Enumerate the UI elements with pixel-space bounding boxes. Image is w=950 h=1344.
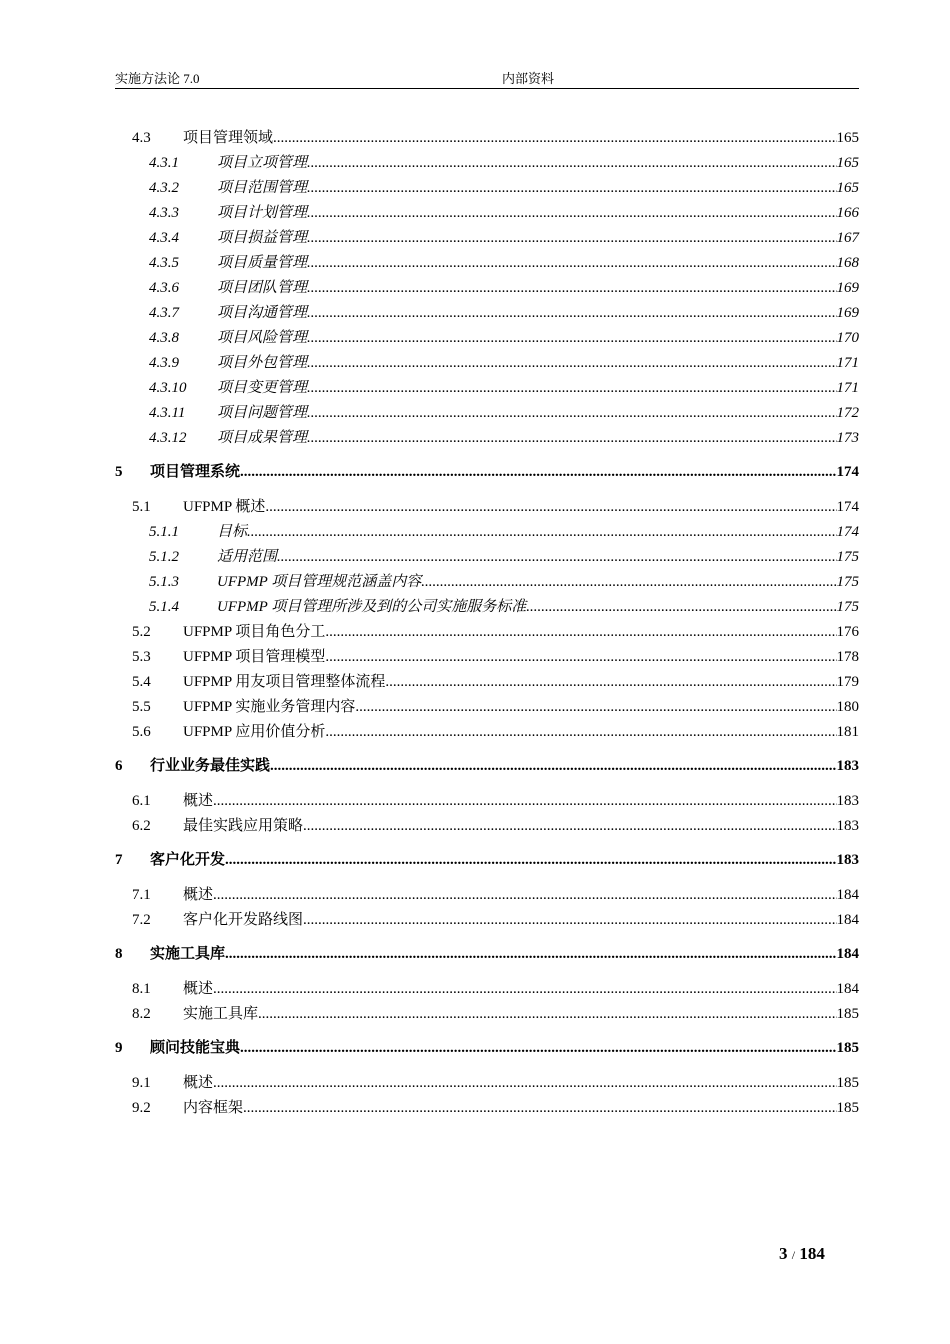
toc-entry[interactable] <box>0 885 950 905</box>
toc-entry-title: 项目风险管理 <box>217 330 308 346</box>
toc-entry[interactable] <box>0 353 950 373</box>
toc-entry-page: 184 <box>836 912 859 928</box>
toc-dot-leader <box>307 403 836 423</box>
toc-entry[interactable] <box>0 462 950 482</box>
toc-entry-number: 5.1.1 <box>149 524 179 540</box>
toc-entry[interactable] <box>0 497 950 517</box>
toc-dot-leader <box>213 979 836 999</box>
toc-dot-leader <box>247 522 836 542</box>
toc-dot-leader <box>265 497 836 517</box>
toc-entry-number: 8.2 <box>132 1006 151 1022</box>
toc-entry-number: 4.3.6 <box>149 280 179 296</box>
toc-entry-title: 项目变更管理 <box>217 380 308 396</box>
toc-entry-title: 客户化开发路线图 <box>183 912 304 928</box>
toc-entry[interactable] <box>0 547 950 567</box>
toc-entry-page: 175 <box>836 574 859 590</box>
toc-entry[interactable] <box>0 672 950 692</box>
header-classification: 内部资料 <box>502 71 555 86</box>
toc-entry-number: 9 <box>115 1040 123 1056</box>
toc-entry-page: 184 <box>836 946 859 962</box>
toc-entry-page: 167 <box>836 230 859 246</box>
toc-entry-page: 181 <box>836 724 859 740</box>
toc-dot-leader <box>526 597 836 617</box>
toc-dot-leader <box>307 328 836 348</box>
toc-dot-leader <box>385 672 836 692</box>
toc-dot-leader <box>240 1038 836 1058</box>
toc-dot-leader <box>307 353 836 373</box>
toc-entry-number: 5.1.2 <box>149 549 179 565</box>
toc-entry-number: 6 <box>115 758 123 774</box>
toc-dot-leader <box>213 1073 836 1093</box>
toc-entry-number: 8 <box>115 946 123 962</box>
toc-entry-number: 5.1.4 <box>149 599 179 615</box>
toc-entry-number: 4.3.8 <box>149 330 179 346</box>
toc-entry[interactable] <box>0 428 950 448</box>
toc-entry-number: 5 <box>115 464 123 480</box>
toc-entry-title: 项目质量管理 <box>217 255 308 271</box>
toc-entry-page: 178 <box>836 649 859 665</box>
toc-dot-leader <box>303 816 836 836</box>
toc-entry[interactable] <box>0 253 950 273</box>
toc-entry-number: 4.3.2 <box>149 180 179 196</box>
toc-entry[interactable] <box>0 572 950 592</box>
toc-entry-page: 173 <box>836 430 859 446</box>
toc-entry[interactable] <box>0 647 950 667</box>
page-number-separator: / <box>791 1248 796 1262</box>
toc-entry[interactable] <box>0 791 950 811</box>
toc-dot-leader <box>225 850 836 870</box>
toc-entry[interactable] <box>0 303 950 323</box>
toc-entry[interactable] <box>0 722 950 742</box>
toc-entry-page: 179 <box>836 674 859 690</box>
toc-entry[interactable] <box>0 622 950 642</box>
toc-entry[interactable] <box>0 816 950 836</box>
toc-dot-leader <box>307 303 836 323</box>
toc-entry-number: 9.2 <box>132 1100 151 1116</box>
toc-dot-leader <box>213 885 836 905</box>
toc-entry[interactable] <box>0 1098 950 1118</box>
toc-entry-number: 5.4 <box>132 674 151 690</box>
toc-entry-title: 项目沟通管理 <box>217 305 308 321</box>
toc-entry[interactable] <box>0 944 950 964</box>
toc-entry-title: 行业业务最佳实践 <box>150 758 271 774</box>
toc-dot-leader <box>307 278 836 298</box>
toc-entry-page: 184 <box>836 887 859 903</box>
toc-entry[interactable] <box>0 128 950 148</box>
toc-entry-number: 5.1 <box>132 499 151 515</box>
toc-entry-number: 4.3 <box>132 130 151 146</box>
toc-entry-page: 174 <box>836 524 859 540</box>
toc-entry-page: 185 <box>836 1040 859 1056</box>
toc-dot-leader <box>303 910 836 930</box>
toc-dot-leader <box>243 1098 836 1118</box>
toc-entry-title: 实施工具库 <box>183 1006 259 1022</box>
toc-dot-leader <box>307 228 836 248</box>
toc-entry-page: 165 <box>836 130 859 146</box>
toc-entry[interactable] <box>0 228 950 248</box>
toc-dot-leader <box>258 1004 836 1024</box>
toc-entry-title: 项目损益管理 <box>217 230 308 246</box>
toc-entry-page: 180 <box>836 699 859 715</box>
toc-entry[interactable] <box>0 1073 950 1093</box>
toc-entry-title: 项目成果管理 <box>217 430 308 446</box>
toc-entry-page: 183 <box>836 818 859 834</box>
toc-dot-leader <box>307 178 836 198</box>
toc-entry-page: 185 <box>836 1006 859 1022</box>
toc-entry-number: 5.2 <box>132 624 151 640</box>
toc-entry[interactable] <box>0 979 950 999</box>
toc-entry-number: 5.1.3 <box>149 574 179 590</box>
toc-entry-page: 183 <box>836 852 859 868</box>
toc-entry-number: 4.3.7 <box>149 305 179 321</box>
toc-dot-leader <box>270 756 836 776</box>
page-header <box>115 68 859 89</box>
toc-entry-page: 170 <box>836 330 859 346</box>
toc-entry-page: 166 <box>836 205 859 221</box>
toc-dot-leader <box>307 153 836 173</box>
toc-entry-title: UFPMP 项目管理模型 <box>183 649 326 665</box>
toc-entry-number: 8.1 <box>132 981 151 997</box>
toc-entry-number: 4.3.1 <box>149 155 179 171</box>
toc-entry-title: 概述 <box>183 793 214 809</box>
toc-entry-number: 6.2 <box>132 818 151 834</box>
toc-entry-title: 顾问技能宝典 <box>150 1040 241 1056</box>
toc-entry-title: UFPMP 应用价值分析 <box>183 724 326 740</box>
toc-entry-page: 165 <box>836 180 859 196</box>
toc-entry[interactable] <box>0 203 950 223</box>
header-doc-title: 实施方法论 7.0 <box>115 71 200 86</box>
toc-dot-leader <box>240 462 836 482</box>
toc-entry[interactable] <box>0 403 950 423</box>
toc-entry-page: 183 <box>836 758 859 774</box>
toc-entry-title: UFPMP 实施业务管理内容 <box>183 699 356 715</box>
toc-entry[interactable] <box>0 278 950 298</box>
toc-entry[interactable] <box>0 1004 950 1024</box>
toc-entry[interactable] <box>0 378 950 398</box>
toc-dot-leader <box>421 572 836 592</box>
toc-entry-number: 6.1 <box>132 793 151 809</box>
toc-dot-leader <box>355 697 836 717</box>
toc-dot-leader <box>273 128 836 148</box>
toc-entry-title: 概述 <box>183 981 214 997</box>
toc-entry-title: 项目团队管理 <box>217 280 308 296</box>
toc-entry-number: 7 <box>115 852 123 868</box>
toc-entry-title: 内容框架 <box>183 1100 244 1116</box>
toc-entry-number: 9.1 <box>132 1075 151 1091</box>
toc-entry[interactable] <box>0 697 950 717</box>
toc-entry-page: 176 <box>836 624 859 640</box>
toc-dot-leader <box>325 647 836 667</box>
toc-entry-page: 185 <box>836 1075 859 1091</box>
toc-entry[interactable] <box>0 597 950 617</box>
toc-entry[interactable] <box>0 1038 950 1058</box>
toc-entry-title: 概述 <box>183 1075 214 1091</box>
toc-entry-title: 项目计划管理 <box>217 205 308 221</box>
toc-entry-page: 174 <box>836 464 859 480</box>
toc-entry-title: 实施工具库 <box>150 946 226 962</box>
toc-entry-number: 5.3 <box>132 649 151 665</box>
toc-entry-number: 4.3.3 <box>149 205 179 221</box>
toc-entry-page: 184 <box>836 981 859 997</box>
toc-entry-title: 项目外包管理 <box>217 355 308 371</box>
toc-entry-title: 目标 <box>217 524 248 540</box>
toc-entry-title: 项目问题管理 <box>217 405 308 421</box>
page-number <box>779 1244 825 1264</box>
toc-entry-page: 174 <box>836 499 859 515</box>
toc-entry[interactable] <box>0 850 950 870</box>
toc-entry-title: 客户化开发 <box>150 852 226 868</box>
toc-entry-page: 169 <box>836 280 859 296</box>
page-number-total: 184 <box>799 1244 825 1263</box>
toc-entry-page: 171 <box>836 355 859 371</box>
toc-dot-leader <box>307 253 836 273</box>
toc-entry-page: 172 <box>836 405 859 421</box>
toc-entry-page: 171 <box>836 380 859 396</box>
toc-entry[interactable] <box>0 153 950 173</box>
toc-entry-number: 5.5 <box>132 699 151 715</box>
toc-dot-leader <box>213 791 836 811</box>
toc-entry-page: 169 <box>836 305 859 321</box>
toc-dot-leader <box>307 428 836 448</box>
toc-entry-title: 最佳实践应用策略 <box>183 818 304 834</box>
toc-entry-number: 4.3.11 <box>149 405 186 421</box>
toc-entry[interactable] <box>0 328 950 348</box>
toc-entry-number: 7.2 <box>132 912 151 928</box>
toc-entry-title: 项目范围管理 <box>217 180 308 196</box>
toc-entry-title: UFPMP 概述 <box>183 499 266 515</box>
page-number-current: 3 <box>779 1244 788 1263</box>
toc-entry[interactable] <box>0 910 950 930</box>
toc-entry-title: UFPMP 项目管理所涉及到的公司实施服务标准 <box>217 599 527 615</box>
toc-entry-title: 项目立项管理 <box>217 155 308 171</box>
toc-dot-leader <box>307 378 836 398</box>
toc-entry-number: 4.3.4 <box>149 230 179 246</box>
toc-entry-page: 168 <box>836 255 859 271</box>
toc-entry-title: 项目管理领域 <box>183 130 274 146</box>
toc-entry[interactable] <box>0 522 950 542</box>
toc-entry-title: UFPMP 用友项目管理整体流程 <box>183 674 386 690</box>
toc-entry-page: 175 <box>836 549 859 565</box>
toc-entry-number: 7.1 <box>132 887 151 903</box>
toc-entry-title: 适用范围 <box>217 549 278 565</box>
toc-entry[interactable] <box>0 178 950 198</box>
toc-entry-number: 4.3.5 <box>149 255 179 271</box>
toc-entry-page: 175 <box>836 599 859 615</box>
toc-entry-title: UFPMP 项目管理规范涵盖内容 <box>217 574 422 590</box>
toc-entry-page: 185 <box>836 1100 859 1116</box>
toc-dot-leader <box>225 944 836 964</box>
toc-entry-number: 4.3.12 <box>149 430 187 446</box>
toc-entry-title: 项目管理系统 <box>150 464 241 480</box>
toc-dot-leader <box>325 622 836 642</box>
toc-dot-leader <box>277 547 836 567</box>
toc-entry-title: 概述 <box>183 887 214 903</box>
toc-entry-page: 183 <box>836 793 859 809</box>
toc-dot-leader <box>307 203 836 223</box>
toc-entry-number: 4.3.9 <box>149 355 179 371</box>
toc-dot-leader <box>325 722 836 742</box>
toc-entry-title: UFPMP 项目角色分工 <box>183 624 326 640</box>
toc-entry-page: 165 <box>836 155 859 171</box>
toc-entry-number: 5.6 <box>132 724 151 740</box>
toc-entry[interactable] <box>0 756 950 776</box>
toc-entry-number: 4.3.10 <box>149 380 187 396</box>
